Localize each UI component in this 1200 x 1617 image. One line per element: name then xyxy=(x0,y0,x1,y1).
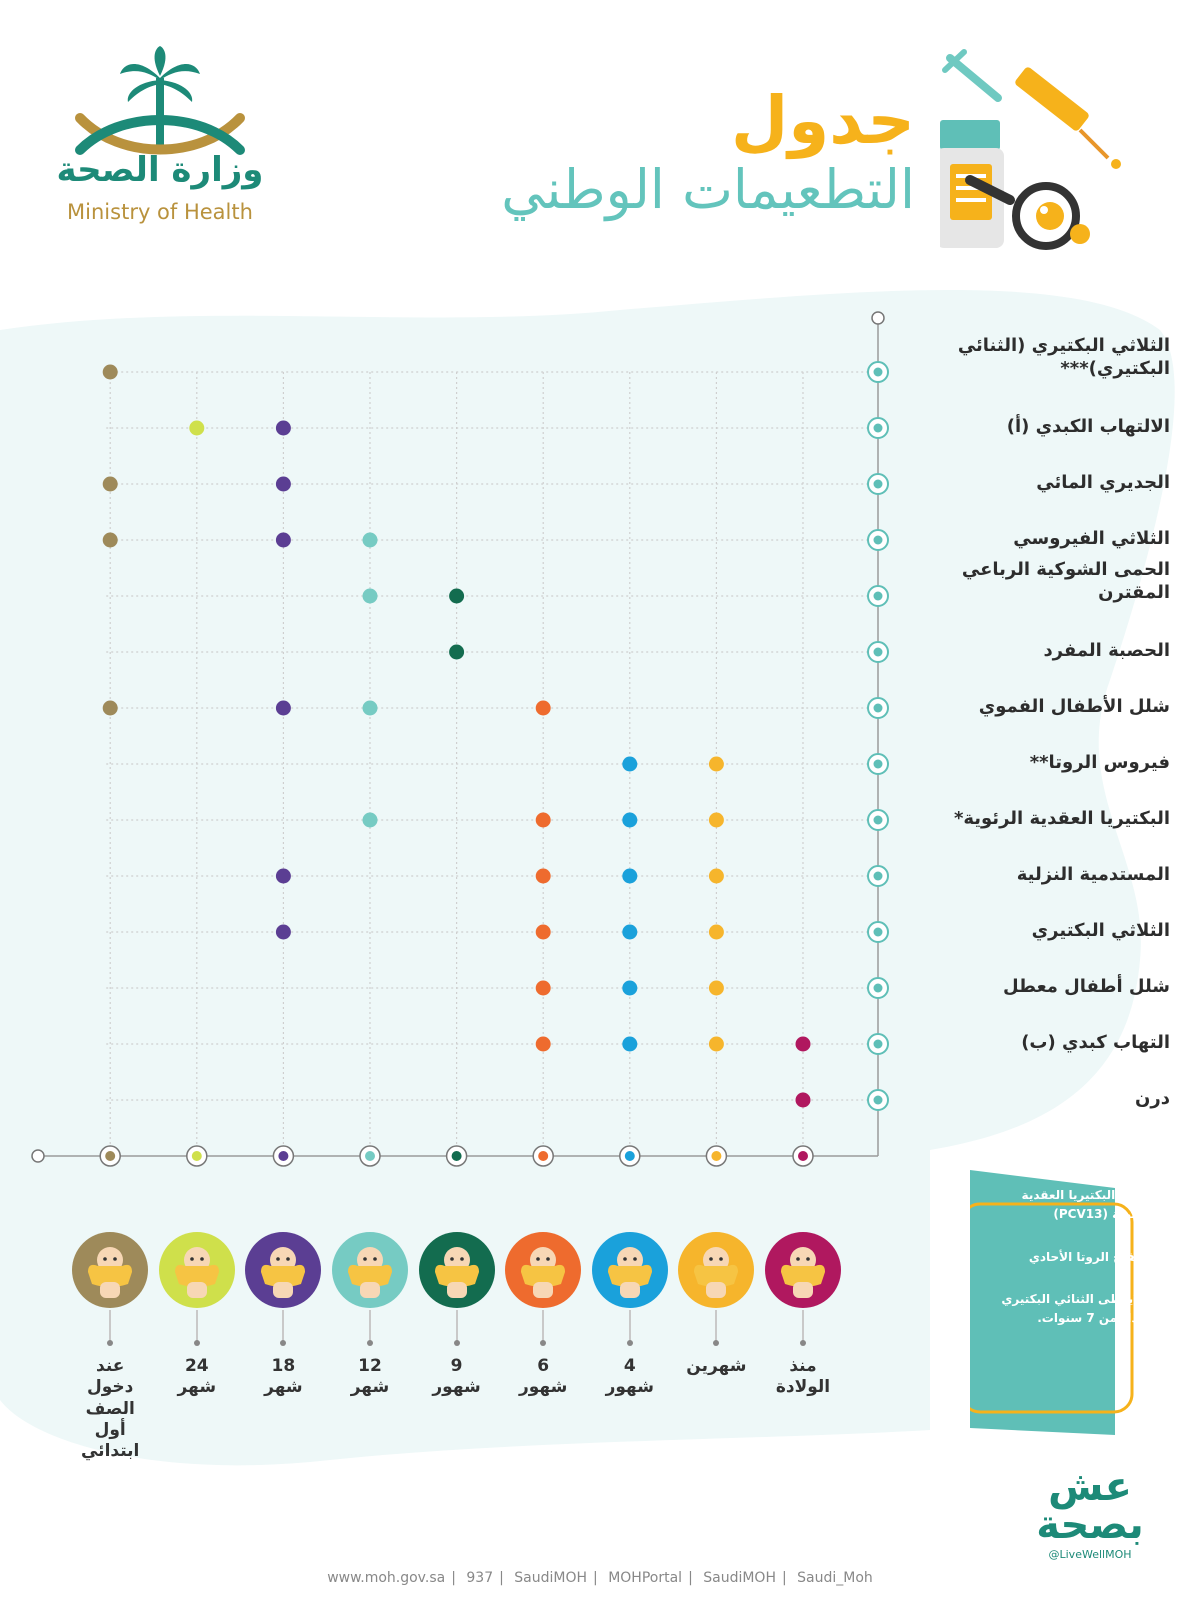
vaccine-label: الحصبة المفرد xyxy=(1043,640,1170,661)
note-rota: **لقاح الروتا الأحادي xyxy=(1028,1250,1152,1264)
vaccine-label: الجديري المائي xyxy=(1036,472,1170,493)
dose-dot xyxy=(536,813,551,828)
row-marker-core xyxy=(874,592,883,601)
vaccine-label: فيروس الروتا** xyxy=(1029,752,1170,773)
age-stem-dot xyxy=(367,1340,373,1346)
row-marker-core xyxy=(874,424,883,433)
age-stem xyxy=(715,1310,717,1342)
vaccine-label: التهاب كبدي (ب) xyxy=(1021,1032,1170,1053)
row-marker-core xyxy=(874,536,883,545)
age-label: 4 شهور xyxy=(605,1356,654,1398)
age-stem xyxy=(369,1310,371,1342)
note-td: ***يعطى الثنائي البكتيري ابتداء من 7 سنوات. xyxy=(1001,1292,1152,1326)
dose-dot xyxy=(622,925,637,940)
baby-icon xyxy=(592,1232,668,1308)
dose-dot xyxy=(709,869,724,884)
age-label: 9 شهور xyxy=(432,1356,481,1398)
age-label: 18 شهر xyxy=(264,1356,303,1398)
row-marker-core xyxy=(874,480,883,489)
footer: www.moh.gov.sa | 937 | SaudiMOH | MOHPortal | SaudiMOH | Saudi_Moh xyxy=(327,1570,873,1586)
dose-dot xyxy=(622,757,637,772)
age-label: شهرين xyxy=(686,1356,747,1376)
ministry-name-english: Ministry of Health xyxy=(67,200,253,224)
row-marker-core xyxy=(874,648,883,657)
vaccine-label: المستدمية النزلية xyxy=(1016,864,1170,885)
dose-dot xyxy=(536,1037,551,1052)
dose-dot xyxy=(536,701,551,716)
age-stem xyxy=(196,1310,198,1342)
age-stem-dot xyxy=(800,1340,806,1346)
age-marker-core xyxy=(192,1151,202,1161)
dose-dot xyxy=(276,869,291,884)
age-label: منذ الولادة xyxy=(775,1356,831,1398)
vaccine-label: الحمى الشوكية الرباعي المقترن xyxy=(961,559,1170,604)
footer-portal[interactable]: MOHPortal xyxy=(608,1570,683,1586)
dose-dot xyxy=(276,701,291,716)
age-stem xyxy=(629,1310,631,1342)
dose-dot xyxy=(103,533,118,548)
age-stem xyxy=(802,1310,804,1342)
age-marker-core xyxy=(278,1151,288,1161)
dose-dot xyxy=(622,869,637,884)
vaccine-illustration xyxy=(940,40,1140,250)
age-stem-dot xyxy=(194,1340,200,1346)
dose-dot xyxy=(709,1037,724,1052)
dose-dot xyxy=(103,477,118,492)
dose-dot xyxy=(363,589,378,604)
age-marker-core xyxy=(365,1151,375,1161)
dose-dot xyxy=(622,1037,637,1052)
dose-dot xyxy=(363,533,378,548)
palm-icon xyxy=(120,46,200,150)
dose-dot xyxy=(796,1093,811,1108)
dose-dot xyxy=(103,365,118,380)
dose-dot xyxy=(536,981,551,996)
row-marker-core xyxy=(874,928,883,937)
footer-phone[interactable]: 937 xyxy=(466,1570,494,1586)
vaccine-label: البكتيريا العقدية الرئوية* xyxy=(953,808,1170,829)
dose-dot xyxy=(276,925,291,940)
row-marker-core xyxy=(874,984,883,993)
age-marker-core xyxy=(105,1151,115,1161)
age-marker-core xyxy=(538,1151,548,1161)
age-marker-core xyxy=(452,1151,462,1161)
dose-dot xyxy=(363,813,378,828)
baby-icon xyxy=(245,1232,321,1308)
dose-dot xyxy=(796,1037,811,1052)
row-marker-core xyxy=(874,816,883,825)
baby-icon xyxy=(678,1232,754,1308)
dose-dot xyxy=(276,477,291,492)
age-stem xyxy=(109,1310,111,1342)
dose-dot xyxy=(709,925,724,940)
row-marker-core xyxy=(874,1040,883,1049)
vaccine-label: الالتهاب الكبدي (أ) xyxy=(1006,416,1170,437)
dose-dot xyxy=(103,701,118,716)
dose-dot xyxy=(709,813,724,828)
note-pcv13: *لقاح البكتيريا العقدية الرئوية (PCV13) xyxy=(1021,1188,1152,1222)
row-marker-core xyxy=(874,368,883,377)
vaccine-label: الثلاثي البكتيري (الثنائي البكتيري)*** xyxy=(957,335,1170,380)
dose-dot xyxy=(276,421,291,436)
row-marker-core xyxy=(874,704,883,713)
baby-icon xyxy=(332,1232,408,1308)
baby-icon xyxy=(419,1232,495,1308)
dose-dot xyxy=(276,533,291,548)
footer-instagram[interactable]: SaudiMOH xyxy=(703,1570,776,1586)
age-stem xyxy=(456,1310,458,1342)
dose-dot xyxy=(449,589,464,604)
title-line-1: جدول xyxy=(731,82,915,159)
baby-icon xyxy=(159,1232,235,1308)
vaccine-label: الثلاثي البكتيري xyxy=(1031,920,1170,941)
footer-twitter[interactable]: SaudiMOH xyxy=(514,1570,588,1586)
age-label: 6 شهور xyxy=(518,1356,568,1398)
age-stem xyxy=(542,1310,544,1342)
row-marker-core xyxy=(874,872,883,881)
vaccine-label: شلل الأطفال الفموي xyxy=(978,696,1170,717)
footer-website[interactable]: www.moh.gov.sa xyxy=(327,1570,446,1586)
age-marker-core xyxy=(711,1151,721,1161)
age-label: 24 شهر xyxy=(177,1356,217,1398)
dose-dot xyxy=(189,421,204,436)
age-marker-core xyxy=(625,1151,635,1161)
dose-dot xyxy=(622,981,637,996)
dose-dot xyxy=(709,757,724,772)
vaccine-label: درن xyxy=(1135,1088,1170,1109)
live-well-logo: عش بصحة xyxy=(1036,1464,1144,1548)
row-marker-core xyxy=(874,760,883,769)
dose-dot xyxy=(622,813,637,828)
age-label: 12 شهر xyxy=(350,1356,390,1398)
axis-end-cap xyxy=(872,312,884,324)
age-marker-core xyxy=(798,1151,808,1161)
age-stem xyxy=(282,1310,284,1342)
dose-dot xyxy=(536,925,551,940)
vaccine-label: الثلاثي الفيروسي xyxy=(1013,528,1170,549)
footer-snapchat[interactable]: Saudi_Moh xyxy=(797,1570,873,1586)
row-marker-core xyxy=(874,1096,883,1105)
dose-dot xyxy=(363,701,378,716)
age-stem-dot xyxy=(454,1340,460,1346)
age-label: عند دخول الصف أول ابتدائي xyxy=(80,1356,140,1461)
age-stem-dot xyxy=(627,1340,633,1346)
vaccine-label: شلل أطفال معطل xyxy=(1002,976,1170,997)
title-line-2: التطعيمات الوطني xyxy=(501,158,915,221)
baby-icon xyxy=(72,1232,148,1308)
brand-handle: @LiveWellMOH xyxy=(1048,1548,1132,1561)
baby-icon xyxy=(505,1232,581,1308)
axis-end-cap xyxy=(32,1150,44,1162)
dose-dot xyxy=(536,869,551,884)
baby-icon xyxy=(765,1232,841,1308)
dose-dot xyxy=(709,981,724,996)
ministry-name-arabic: وزارة الصحة xyxy=(56,150,264,190)
dose-dot xyxy=(449,645,464,660)
